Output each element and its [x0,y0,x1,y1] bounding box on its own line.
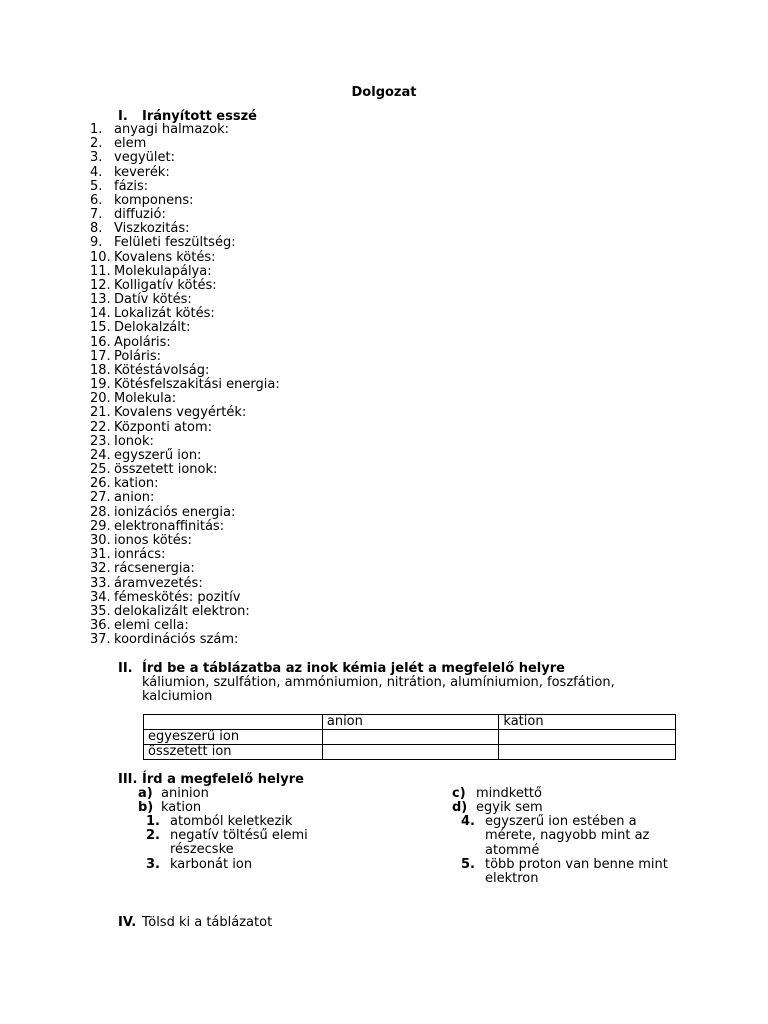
list-item-text: elem [114,136,147,152]
list-item-text: fázis: [114,178,149,194]
list-item-text: Kovalens vegyérték: [114,405,247,421]
list-item-number: 4. [90,164,103,180]
list-item-text: Molekula: [114,391,177,407]
list-item [90,548,280,562]
list-item-text: kation: [114,476,159,492]
list-item-number: 3. [90,150,103,166]
list-item-number: 6. [90,192,103,208]
list-item [90,562,280,576]
statement-text: egyszerű ion estében a [485,814,637,829]
list-item-number: 27. [90,490,111,506]
list-item [90,279,280,293]
section-3-title: Írd a megfelelő helyre [142,772,304,787]
list-item-number: 33. [90,575,111,591]
statement-text: több proton van benne mint [485,857,668,872]
list-item [90,321,280,335]
section-3-number: III. [118,772,138,787]
list-item-text: delokalizált elektron: [114,603,250,619]
statement-text: részecske [170,842,234,858]
statement-text: negatív töltésű elemi [170,828,308,843]
list-item-text: ionizációs energia: [114,504,236,520]
list-item-text: komponens: [114,192,194,208]
list-item-number: 36. [90,618,111,634]
list-item-text: vegyület: [114,150,175,166]
list-item [90,336,280,350]
list-item-text: Ionok: [114,433,154,449]
list-item [90,364,280,378]
list-item [90,166,280,180]
list-item [90,421,280,435]
section-2-title: Írd be a táblázatba az inok kémia jelét a megfelelő helyre [142,661,565,676]
statement-text: atomból keletkezik [170,814,293,829]
list-item-text: elemi cella: [114,618,189,634]
list-item-text: Viszkozitás: [114,221,190,237]
list-item [90,123,280,137]
option-key: a) [138,786,153,801]
list-item-text: fémeskötés: pozitív [114,589,241,605]
list-item-text: diffuzió: [114,207,166,223]
list-item-text: Kötésfelszakitási energia: [114,377,280,393]
list-item-text: anion: [114,490,155,506]
list-item [90,591,280,605]
list-item-number: 30. [90,532,111,548]
list-item-number: 21. [90,405,111,421]
table-cell-kation[interactable] [499,730,676,745]
section-4-number: IV. [118,915,137,930]
ion-list-line-1: káliumion, szulfátion, ammóniumion, nitrátion, alumíniumion, foszfátion, [142,675,615,690]
list-item [90,619,280,633]
list-item-number: 25. [90,462,111,478]
list-item-number: 17. [90,348,111,364]
list-item-text: áramvezetés: [114,575,203,591]
list-item-number: 28. [90,504,111,520]
list-item [90,350,280,364]
ion-table [143,714,676,760]
page-title: Dolgozat [351,85,417,100]
list-item [90,307,280,321]
list-item [90,137,280,151]
section-2-number: II. [118,661,133,676]
list-item-number: 22. [90,419,111,435]
list-item-number: 7. [90,207,103,223]
section-1-title: Irányított esszé [142,109,257,124]
list-item-text: ionrács: [114,547,166,563]
statement-number: 3. [146,857,160,872]
table-header-cell [144,715,323,730]
list-item-number: 35. [90,603,111,619]
list-item-number: 31. [90,547,111,563]
statement-1 [146,815,396,829]
table-row-label: egyeszerű ion [144,730,323,745]
statement-text: karbonát ion [170,857,253,872]
list-item [90,477,280,491]
statement-text: mérete, nagyobb mint az [485,828,650,844]
table-cell-anion[interactable] [322,730,499,745]
list-item-number: 26. [90,476,111,492]
list-item-text: Datív kötés: [114,292,192,308]
list-item-text: Lokalizát kötés: [114,306,215,322]
section-1-number: I. [118,109,128,124]
list-item-number: 29. [90,518,111,534]
section-4-title: Tölsd ki a táblázatot [142,915,273,930]
option-text: mindkettő [476,786,542,801]
list-item-text: rácsenergia: [114,561,195,577]
list-item-text: összetett ionok: [114,462,218,478]
list-item-number: 37. [90,632,111,648]
statement-number: 1. [146,814,160,829]
list-item-text: egyszerű ion: [114,447,202,463]
list-item-text: Poláris: [114,348,162,364]
list-item [90,506,280,520]
statement-number: 5. [461,857,475,872]
list-item-number: 9. [90,235,103,251]
list-item-number: 34. [90,589,111,605]
statement-number: 2. [146,828,160,843]
statement-number: 4. [461,814,475,829]
list-item [90,208,280,222]
list-item-text: ionos kötés: [114,532,192,548]
list-item [90,251,280,265]
option-key: c) [452,786,466,801]
list-item [90,236,280,250]
list-item [90,194,280,208]
list-item [90,605,280,619]
statement-3 [146,858,396,872]
list-item-text: elektronaffinitás: [114,518,225,534]
option-key: d) [452,800,468,815]
table-header-cell: kation [499,715,676,730]
table-header-row [144,715,676,730]
list-item [90,463,280,477]
list-item-number: 24. [90,447,111,463]
statement-4 [461,815,721,858]
statement-5 [461,858,721,887]
list-item-number: 10. [90,249,111,265]
list-item-number: 18. [90,362,111,378]
list-item [90,265,280,279]
list-item [90,577,280,591]
list-item [90,491,280,505]
list-item [90,633,280,647]
list-item-text: Delokalzált: [114,320,191,336]
list-item-number: 5. [90,178,103,194]
list-item [90,435,280,449]
list-item-number: 14. [90,306,111,322]
list-item-number: 19. [90,377,111,393]
list-item-text: Kovalens kötés: [114,249,216,265]
table-row [144,730,676,745]
list-item-number: 2. [90,136,103,152]
list-item-number: 1. [90,122,103,137]
option-text: aninion [161,786,209,801]
table-cell-anion[interactable] [322,745,499,760]
section-4-heading [118,915,272,931]
list-item-number: 23. [90,433,111,449]
list-item-number: 8. [90,221,103,237]
list-item [90,534,280,548]
list-item-text: Molekulapálya: [114,263,212,279]
list-item-number: 20. [90,391,111,407]
list-item-number: 32. [90,561,111,577]
table-row-label: összetett ion [144,745,323,760]
list-item-text: koordinációs szám: [114,632,239,648]
list-item [90,180,280,194]
list-item [90,222,280,236]
essay-term-list [90,123,280,647]
list-item-number: 13. [90,292,111,308]
list-item-number: 12. [90,277,111,293]
list-item-text: Kolligatív kötés: [114,277,217,293]
table-row [144,745,676,760]
option-text: egyik sem [476,800,543,815]
list-item-text: Kötéstávolság: [114,362,210,378]
list-item [90,520,280,534]
list-item-text: anyagi halmazok: [114,122,229,137]
list-item [90,406,280,420]
statement-text: elektron [485,871,539,887]
list-item-text: Központi atom: [114,419,213,435]
list-item-number: 11. [90,263,111,279]
list-item [90,392,280,406]
table-header-cell: anion [322,715,499,730]
list-item [90,151,280,165]
statement-2 [146,829,396,858]
list-item [90,378,280,392]
list-item [90,293,280,307]
option-key: b) [138,800,154,815]
ion-list-line-2: kalciumion [142,689,213,704]
list-item-text: Felületi feszültség: [114,235,236,251]
list-item-number: 15. [90,320,111,336]
table-cell-kation[interactable] [499,745,676,760]
list-item [90,449,280,463]
statement-text: atommé [485,842,540,858]
option-text: kation [161,800,202,815]
list-item-number: 16. [90,334,111,350]
list-item-text: Apoláris: [114,334,171,350]
list-item-text: keverék: [114,164,170,180]
